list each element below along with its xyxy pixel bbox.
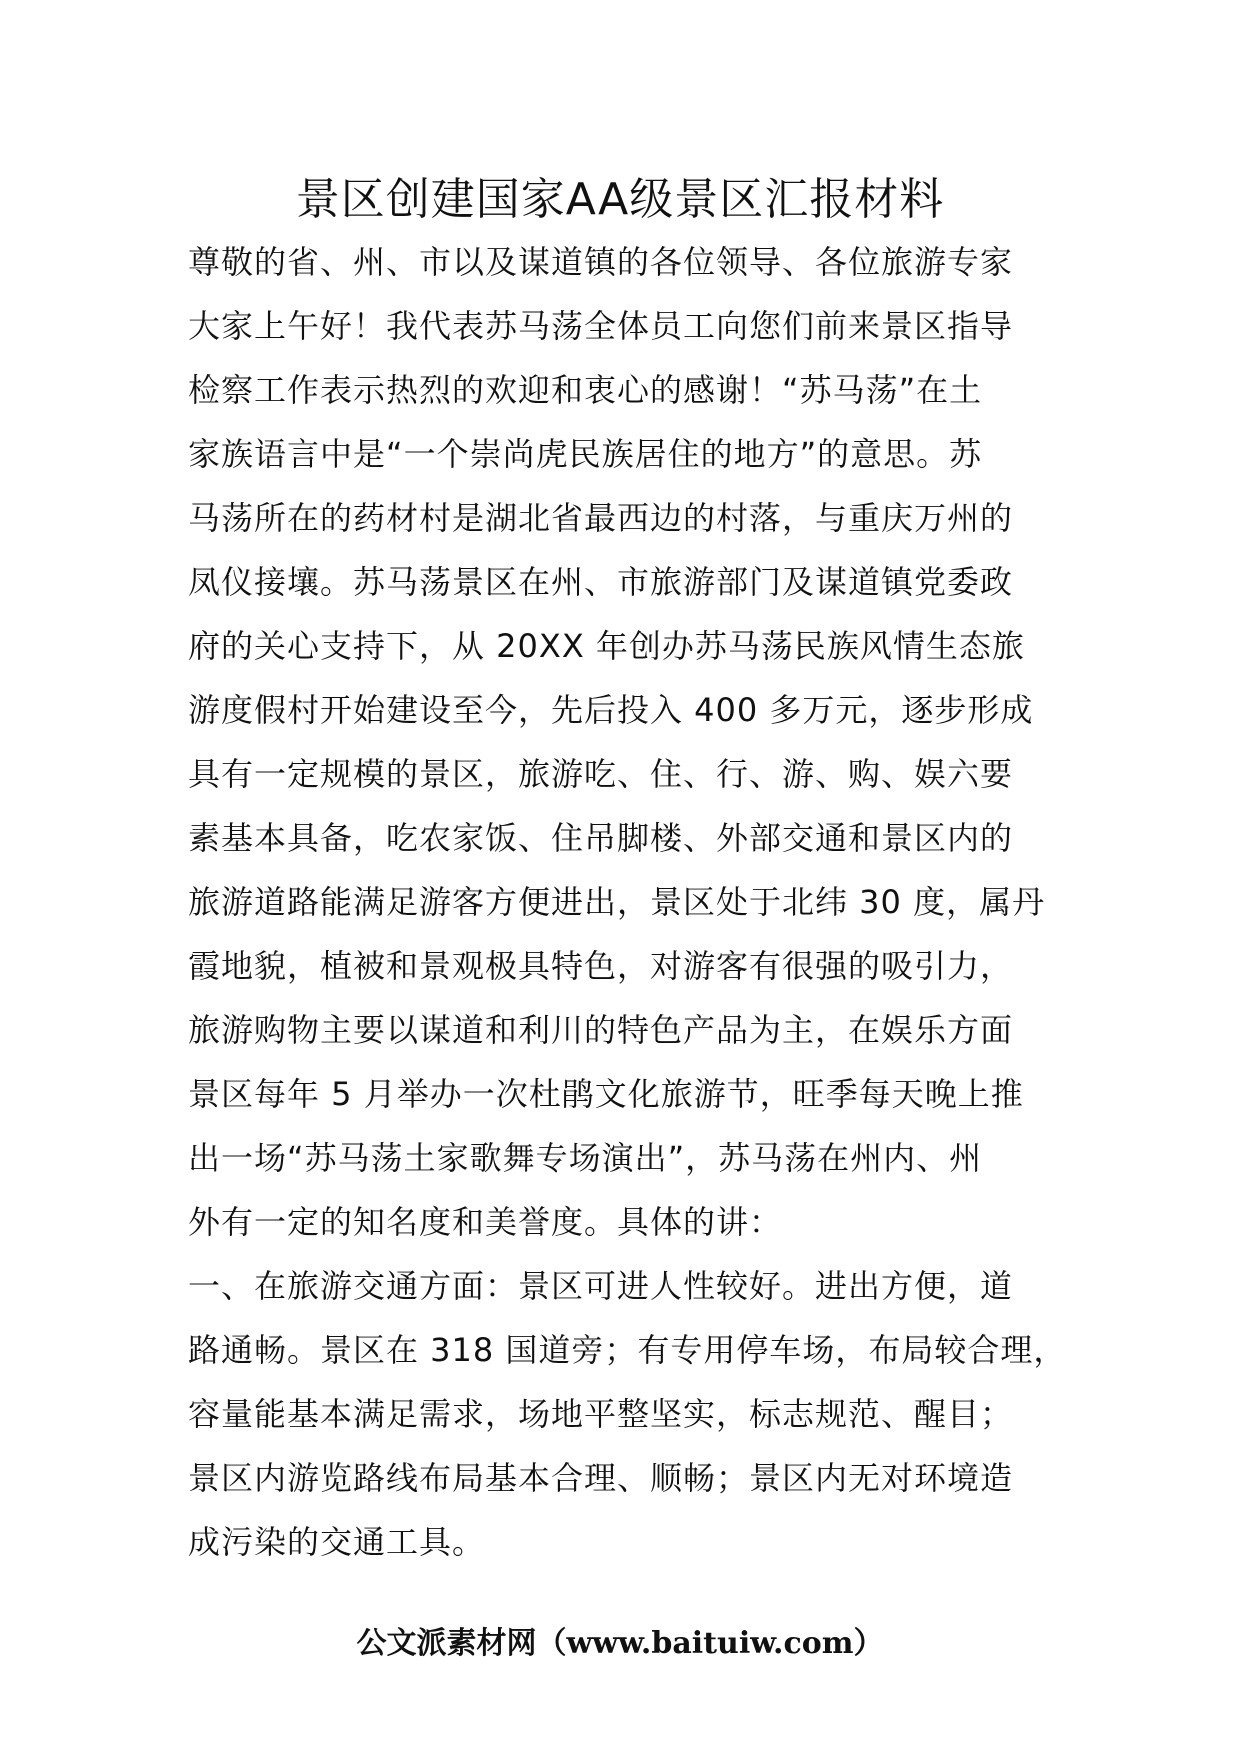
body-line: 家族语言中是“一个崇尚虎民族居住的地方”的意思。苏 bbox=[188, 435, 983, 473]
document-title: 景区创建国家AA级景区汇报材料 bbox=[295, 174, 945, 225]
body-line: 容量能基本满足需求，场地平整坚实，标志规范、醒目； bbox=[188, 1395, 1014, 1433]
body-line: 出一场“苏马荡土家歌舞专场演出”，苏马荡在州内、州 bbox=[188, 1139, 983, 1177]
body-line: 检察工作表示热烈的欢迎和衷心的感谢！“苏马荡”在土 bbox=[188, 371, 983, 409]
body-line: 素基本具备，吃农家饭、住吊脚楼、外部交通和景区内的 bbox=[188, 819, 1014, 857]
body-line: 旅游购物主要以谋道和利川的特色产品为主，在娱乐方面 bbox=[188, 1011, 1014, 1049]
body-line: 霞地貌，植被和景观极具特色，对游客有很强的吸引力， bbox=[188, 947, 1014, 985]
body-line: 尊敬的省、州、市以及谋道镇的各位领导、各位旅游专家 bbox=[188, 243, 1014, 281]
body-line: 外有一定的知名度和美誉度。具体的讲： bbox=[188, 1203, 783, 1241]
document-body bbox=[188, 230, 1088, 1574]
body-line: 成污染的交通工具。 bbox=[188, 1523, 486, 1561]
body-line: 游度假村开始建设至今，先后投入 400 多万元，逐步形成 bbox=[188, 691, 1034, 729]
body-line: 路通畅。景区在 318 国道旁；有专用停车场，布局较合理， bbox=[188, 1331, 1067, 1369]
body-line: 具有一定规模的景区，旅游吃、住、行、游、购、娱六要 bbox=[188, 755, 1014, 793]
footer-source: 公文派素材网（www.baituiw.com） bbox=[356, 1626, 884, 1661]
body-line: 一、在旅游交通方面：景区可进人性较好。进出方便，道 bbox=[188, 1267, 1014, 1305]
body-line: 景区每年 5 月举办一次杜鹃文化旅游节，旺季每天晚上推 bbox=[188, 1075, 1024, 1113]
body-line: 府的关心支持下，从 20XX 年创办苏马荡民族风情生态旅 bbox=[188, 627, 1025, 665]
body-line: 景区内游览路线布局基本合理、顺畅；景区内无对环境造 bbox=[188, 1459, 1014, 1497]
body-line: 凤仪接壤。苏马荡景区在州、市旅游部门及谋道镇党委政 bbox=[188, 563, 1014, 601]
body-line: 旅游道路能满足游客方便进出，景区处于北纬 30 度，属丹 bbox=[188, 883, 1046, 921]
body-line: 马荡所在的药材村是湖北省最西边的村落，与重庆万州的 bbox=[188, 499, 1014, 537]
body-line: 大家上午好！我代表苏马荡全体员工向您们前来景区指导 bbox=[188, 307, 1014, 345]
